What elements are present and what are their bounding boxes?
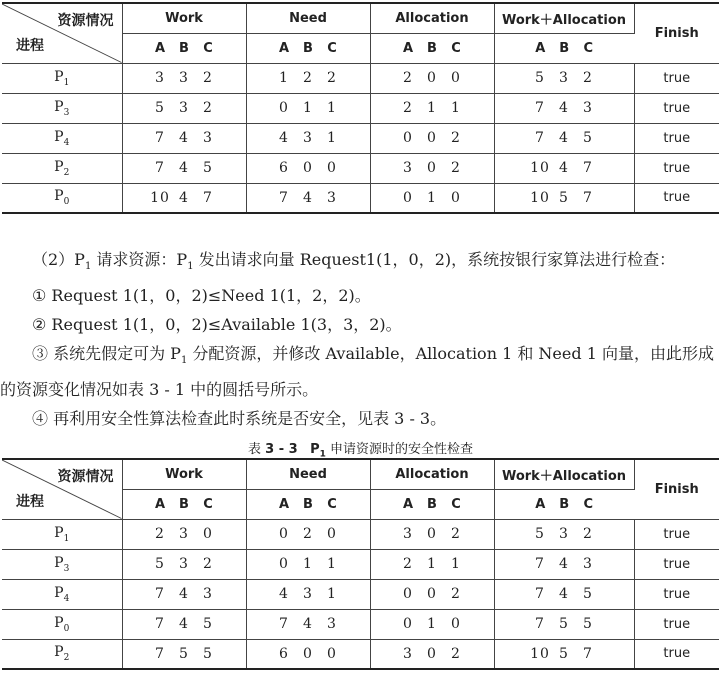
work-cell: 7 5 5 xyxy=(122,639,246,669)
table-row xyxy=(2,549,719,579)
work-allocation-cell: 7 4 3 xyxy=(494,93,634,123)
paragraph-check-available: ② Request 1(1，0，2)≤Available 1(3，3，2)。 xyxy=(32,315,402,335)
work-allocation-header: Work＋Allocation xyxy=(494,3,634,33)
allocation-cell: 2 0 0 xyxy=(370,63,494,93)
table-row xyxy=(2,123,719,153)
work-allocation-header: Work＋Allocation xyxy=(494,459,634,489)
paragraph-check-need: ① Request 1(1，0，2)≤Need 1(1，2，2)。 xyxy=(32,286,371,306)
work-cell: 7 4 3 xyxy=(122,123,246,153)
need-cell: 6 0 0 xyxy=(246,639,370,669)
corner-header xyxy=(2,3,122,63)
resource-label: 资源情况 xyxy=(57,13,114,29)
corner-header xyxy=(2,459,122,519)
need-cell: 0 1 1 xyxy=(246,93,370,123)
finish-cell: true xyxy=(634,153,719,183)
allocation-header: Allocation xyxy=(370,459,494,489)
process-cell: $P_1$ xyxy=(2,519,122,549)
work-allocation-cell: 7 4 3 xyxy=(494,549,634,579)
table-row xyxy=(2,609,719,639)
abc-subheader: A B C xyxy=(122,489,246,519)
process-cell: $P_4$ xyxy=(2,123,122,153)
abc-subheader: A B C xyxy=(246,33,370,63)
work-cell: 5 3 2 xyxy=(122,93,246,123)
process-cell: $P_3$ xyxy=(2,549,122,579)
need-cell: 7 4 3 xyxy=(246,183,370,213)
process-cell: $P_0$ xyxy=(2,609,122,639)
need-header: Need xyxy=(246,3,370,33)
process-label: 进程 xyxy=(16,37,44,54)
finish-cell: true xyxy=(634,63,719,93)
work-cell: 2 3 0 xyxy=(122,519,246,549)
work-allocation-cell: 5 3 2 xyxy=(494,519,634,549)
resource-label: 资源情况 xyxy=(57,469,114,485)
work-header: Work xyxy=(122,3,246,33)
work-allocation-cell: 7 5 5 xyxy=(494,609,634,639)
abc-subheader: A B C xyxy=(494,33,634,63)
work-allocation-cell: 10 4 7 xyxy=(494,153,634,183)
need-cell: 0 2 0 xyxy=(246,519,370,549)
work-allocation-cell: 7 4 5 xyxy=(494,579,634,609)
process-cell: $P_4$ xyxy=(2,579,122,609)
paragraph-request: $(2)P_1$ 请求资源：$P_1$ 发出请求向量 Request1(1，0，2)，系统按银行家算法进行检查： xyxy=(32,250,676,273)
table-row xyxy=(2,153,719,183)
finish-cell: true xyxy=(634,93,719,123)
work-allocation-cell: 5 3 2 xyxy=(494,63,634,93)
work-cell: 3 3 2 xyxy=(122,63,246,93)
allocation-cell: 3 0 2 xyxy=(370,639,494,669)
finish-cell: true xyxy=(634,609,719,639)
safety-table-2 xyxy=(2,458,719,670)
safety-table-1 xyxy=(2,2,719,214)
need-cell: 4 3 1 xyxy=(246,579,370,609)
table-row xyxy=(2,183,719,213)
table-row xyxy=(2,93,719,123)
work-cell: 5 3 2 xyxy=(122,549,246,579)
work-cell: 7 4 5 xyxy=(122,153,246,183)
allocation-cell: 3 0 2 xyxy=(370,153,494,183)
table-row xyxy=(2,63,719,93)
finish-cell: true xyxy=(634,639,719,669)
need-cell: 1 2 2 xyxy=(246,63,370,93)
finish-header: Finish xyxy=(634,459,719,519)
allocation-cell: 3 0 2 xyxy=(370,519,494,549)
allocation-cell: 2 1 1 xyxy=(370,549,494,579)
abc-subheader: A B C xyxy=(370,33,494,63)
allocation-header: Allocation xyxy=(370,3,494,33)
need-cell: 0 1 1 xyxy=(246,549,370,579)
finish-cell: true xyxy=(634,549,719,579)
allocation-cell: 0 1 0 xyxy=(370,609,494,639)
finish-header: Finish xyxy=(634,3,719,63)
process-label: 进程 xyxy=(16,493,44,510)
allocation-cell: 0 0 2 xyxy=(370,579,494,609)
table-caption: 表 3 - 3 $P_1$ 申请资源时的安全性检查 xyxy=(247,442,474,460)
process-cell: $P_0$ xyxy=(2,183,122,213)
work-header: Work xyxy=(122,459,246,489)
need-cell: 6 0 0 xyxy=(246,153,370,183)
work-cell: 7 4 3 xyxy=(122,579,246,609)
need-cell: 4 3 1 xyxy=(246,123,370,153)
table-row xyxy=(2,639,719,669)
allocation-cell: 0 1 0 xyxy=(370,183,494,213)
finish-cell: true xyxy=(634,183,719,213)
process-cell: $P_2$ xyxy=(2,153,122,183)
table-row xyxy=(2,579,719,609)
abc-subheader: A B C xyxy=(494,489,634,519)
process-cell: $P_3$ xyxy=(2,93,122,123)
finish-cell: true xyxy=(634,519,719,549)
allocation-cell: 2 1 1 xyxy=(370,93,494,123)
paragraph-allocate: ③ 系统先假定可为 $P_1$ 分配资源，并修改 Available，Allocation 1 和 Need 1 向量，由此形成的资源变化情况如表 3 - 1 中的圆括号所示。 xyxy=(0,344,714,400)
paragraph-safety-check: ④ 再利用安全性算法检查此时系统是否安全，见表 3 - 3。 xyxy=(32,409,447,429)
process-cell: $P_1$ xyxy=(2,63,122,93)
process-cell: $P_2$ xyxy=(2,639,122,669)
finish-cell: true xyxy=(634,123,719,153)
body-text xyxy=(0,245,721,433)
abc-subheader: A B C xyxy=(246,489,370,519)
need-cell: 7 4 3 xyxy=(246,609,370,639)
allocation-cell: 0 0 2 xyxy=(370,123,494,153)
need-header: Need xyxy=(246,459,370,489)
abc-subheader: A B C xyxy=(370,489,494,519)
work-allocation-cell: 10 5 7 xyxy=(494,639,634,669)
finish-cell: true xyxy=(634,579,719,609)
abc-subheader: A B C xyxy=(122,33,246,63)
table-row xyxy=(2,519,719,549)
work-allocation-cell: 7 4 5 xyxy=(494,123,634,153)
work-allocation-cell: 10 5 7 xyxy=(494,183,634,213)
work-cell: 7 4 5 xyxy=(122,609,246,639)
work-cell: 10 4 7 xyxy=(122,183,246,213)
